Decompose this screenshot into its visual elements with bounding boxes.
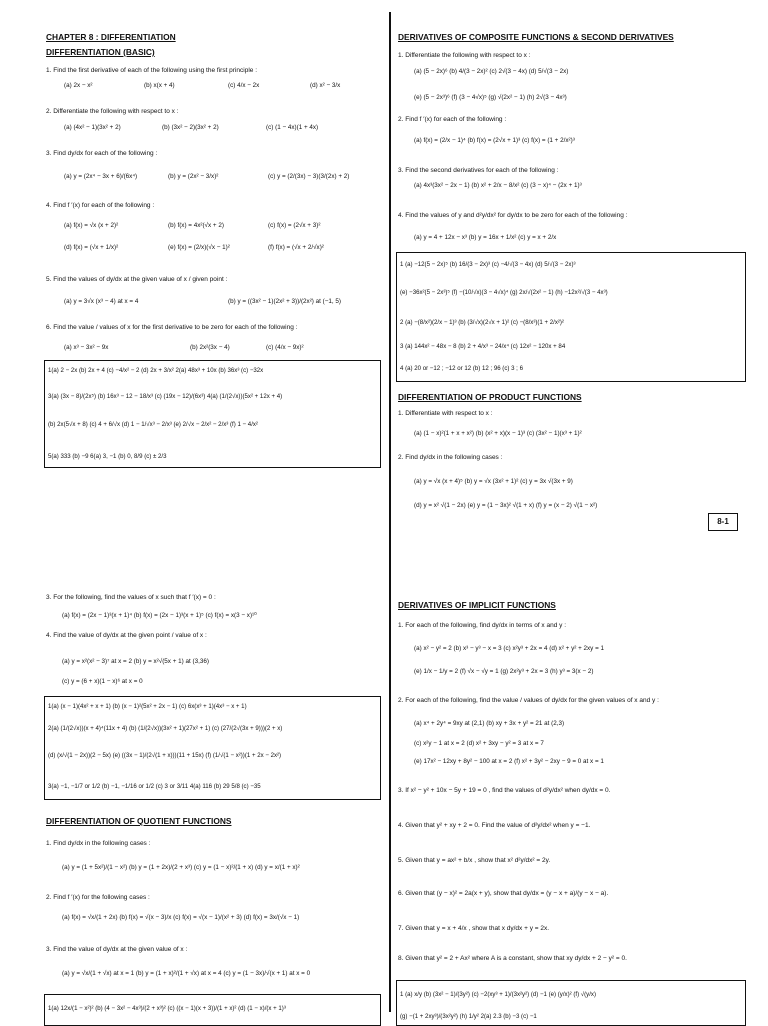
q2-part-c: (c) (1 − 4x)(1 + 4x) xyxy=(266,124,319,131)
quotient-question-1: 1. Find dy/dx in the following cases : xyxy=(46,840,151,847)
implicit-question-5: 5. Given that y = ax² + b/x , show that x² d²y/dx² = 2y. xyxy=(398,857,551,864)
answer-line: (d) (x/√(1 − 2x))(2 − 5x) (e) ((3x − 1)/(2√(1 + x)))(11 + 15x) (f) (1/√(1 − x²))(1 + 2x − 2x²) xyxy=(48,752,282,759)
q4-part-c: (c) f(x) = (2√x + 3)² xyxy=(268,222,321,229)
answer-line: 5(a) 333 (b) −9 6(a) 3, −1 (b) 0, 8/9 (c) ± 2/3 xyxy=(48,453,167,460)
answer-line: 3(a) (3x − 8)/(2x⁵) (b) 16x³ − 12 − 18/x³ (c) (19x − 12)/(6x³) 4(a) (1/(2√x))(5x² + 12x + 4) xyxy=(48,393,283,400)
answer-line: (e) −36x²(5 − 2x³)⁵ (f) −(10/√x)(3 − 4√x)⁴ (g) 2x/√(2x² − 1) (h) −12x²/√(3 − 4x³) xyxy=(400,289,608,296)
q3-part-b: (b) y = (2x² − 3/x)² xyxy=(168,173,219,180)
quotient-question-2: 2. Find f ′(x) for the following cases : xyxy=(46,894,150,901)
q5-part-a: (a) y = 3√x (x³ − 4) at x = 4 xyxy=(64,298,139,305)
quotient-q2-parts: (a) f(x) = √x/(1 + 2x) (b) f(x) = √(x − 3)/x (c) f(x) = √(x − 1)/(x² + 3) (d) f(x) = 3x/(√x − 1) xyxy=(62,914,300,921)
answer-line: 1 (a) −12(5 − 2x)⁵ (b) 16/(3 − 2x)³ (c) −4/√(3 − 4x) (d) 5/√(3 − 2x)³ xyxy=(400,261,576,268)
composite-question-1: 1. Differentiate the following with respect to x : xyxy=(398,52,531,59)
section-product-title: DIFFERENTIATION OF PRODUCT FUNCTIONS xyxy=(398,392,582,402)
composite-q3-parts: (a) 4x³(3x² − 2x − 1) (b) x² + 2/x − 8/x² (c) (3 − x)⁴ − (2x + 1)³ xyxy=(414,182,582,189)
q3-part-c: (c) y = (2/(3x) − 3)(3/(2x) + 2) xyxy=(268,173,350,180)
page-number: 8-1 xyxy=(708,513,738,531)
product-q1-parts: (a) (1 − x)²(1 + x + x²) (b) (x² + x)(x − 1)³ (c) (3x² − 1)(x³ + 1)² xyxy=(414,430,582,437)
lower-question-4: 4. Find the value of dy/dx at the given point / value of x : xyxy=(46,632,207,639)
answer-line: 2 (a) −(8/x²)(2/x − 1)³ (b) (3/√x)(2√x + 1)² (c) −(8/x³)(1 + 2/x²)² xyxy=(400,319,564,326)
product-question-2: 2. Find dy/dx in the following cases : xyxy=(398,454,503,461)
q1-part-a: (a) 2x − x² xyxy=(64,82,93,89)
product-q2-parts-a: (a) y = √x (x + 4)⁵ (b) y = √x (3x² + 1)² (c) y = 3x √(3x + 9) xyxy=(414,478,573,485)
q6-part-b: (b) 2x²(3x − 4) xyxy=(190,344,230,351)
q4-part-f: (f) f(x) = (√x + 2/√x)² xyxy=(268,244,324,251)
implicit-question-8: 8. Given that y² = 2 + Ax² where A is a constant, show that xy dy/dx + 2 − y² = 0. xyxy=(398,955,627,962)
answer-box-implicit xyxy=(396,980,746,1026)
q1-part-d: (d) x² − 3/x xyxy=(310,82,341,89)
column-divider xyxy=(389,12,391,1012)
answer-box-basic xyxy=(44,360,381,468)
composite-question-3: 3. Find the second derivatives for each of the following : xyxy=(398,167,559,174)
section-implicit-title: DERIVATIVES OF IMPLICIT FUNCTIONS xyxy=(398,600,556,610)
product-question-1: 1. Differentiate with respect to x : xyxy=(398,410,493,417)
question-2: 2. Differentiate the following with respect to x : xyxy=(46,108,179,115)
composite-q1-parts-a: (a) (5 − 2x)⁶ (b) 4/(3 − 2x)² (c) 2√(3 − 4x) (d) 5/√(3 − 2x) xyxy=(414,68,569,75)
q6-part-a: (a) x³ − 3x² − 9x xyxy=(64,344,109,351)
q2-part-a: (a) (4x² − 1)(3x² + 2) xyxy=(64,124,121,131)
answer-box-quotient xyxy=(44,994,381,1026)
q1-part-b: (b) x(x + 4) xyxy=(144,82,175,89)
answer-line: 3(a) −1, −1/7 or 1/2 (b) −1, −1/16 or 1/2 (c) 3 or 3/11 4(a) 116 (b) 29 5/8 (c) −35 xyxy=(48,783,261,790)
lower-q4-parts: (a) y = x²(x² − 3)⁷ at x = 2 (b) y = x²√(5x + 1) at (3,36) xyxy=(62,658,209,665)
answer-line: 1(a) (x − 1)(4x² + x + 1) (b) (x − 1)²(5x² + 2x − 1) (c) 6x(x³ + 1)(4x³ − x + 1) xyxy=(48,703,247,710)
answer-line: (g) −(1 + 2xy³)/(3x²y²) (h) 1/y² 2(a) 2.3 (b) −3 (c) −1 xyxy=(400,1013,537,1020)
implicit-question-6: 6. Given that (y − x)² = 2a(x + y), show that dy/dx = (y − x + a)/(y − x − a). xyxy=(398,890,609,897)
answer-box-composite xyxy=(396,252,746,382)
implicit-q2-parts-a: (a) x⁴ + 2y⁴ = 9xy at (2,1) (b) xy + 3x + y² = 21 at (2,3) xyxy=(414,720,565,727)
implicit-q2-parts-c: (e) 17x² − 12xy + 8y² − 100 at x = 2 (f) x² + 3y² − 2xy − 9 = 0 at x = 1 xyxy=(414,758,604,765)
section-basic-title: DIFFERENTIATION (BASIC) xyxy=(46,47,155,57)
answer-line: 1(a) 2 − 2x (b) 2x + 4 (c) −4/x² − 2 (d) 2x + 3/x² 2(a) 48x³ + 10x (b) 36x³ (c) −32x xyxy=(48,367,264,374)
question-5: 5. Find the values of dy/dx at the given value of x / given point : xyxy=(46,276,228,283)
q4-part-d: (d) f(x) = (√x + 1/x)² xyxy=(64,244,119,251)
lower-q3-parts: (a) f(x) = (2x − 1)³(x + 1)⁴ (b) f(x) = (2x − 1)³(x + 1)⁵ (c) f(x) = x(3 − x)¹⁰ xyxy=(62,612,257,619)
implicit-question-2: 2. For each of the following, find the value / values of dy/dx for the given values of x and y : xyxy=(398,697,659,704)
answer-line: 1(a) 12x/(1 − x²)² (b) (4 − 3x² − 4x³)/(2 + x³)² (c) ((x − 1)(x + 3))/(1 + x)² (d) (1 − x)/(x + 1)³ xyxy=(48,1005,286,1012)
implicit-q2-parts-b: (c) x²y − 1 at x = 2 (d) x² + 3xy − y² = 3 at x = 7 xyxy=(414,740,544,747)
quotient-question-3: 3. Find the value of dy/dx at the given value of x : xyxy=(46,946,188,953)
composite-question-4: 4. Find the values of y and d²y/dx² for dy/dx to be zero for each of the following : xyxy=(398,212,628,219)
implicit-question-7: 7. Given that y = x + 4/x , show that x dy/dx + y = 2x. xyxy=(398,925,550,932)
q1-part-c: (c) 4/x − 2x xyxy=(228,82,260,89)
section-quotient-title: DIFFERENTIATION OF QUOTIENT FUNCTIONS xyxy=(46,816,232,826)
q6-part-c: (c) (4/x − 9x)² xyxy=(266,344,304,351)
composite-q1-parts-b: (e) (5 − 2x³)⁶ (f) (3 − 4√x)⁵ (g) √(2x² − 1) (h) 2√(3 − 4x³) xyxy=(414,94,567,101)
answer-box-composite-lower xyxy=(44,696,381,800)
answer-line: (b) 2x(5√x + 8) (c) 4 + 6/√x (d) 1 − 1/√x³ − 2/x³ (e) 2/√x − 2/x² − 2/x³ (f) 1 − 4/x² xyxy=(48,421,258,428)
answer-line: 3 (a) 144x² − 48x − 8 (b) 2 + 4/x³ − 24/x⁴ (c) 12x² − 120x + 84 xyxy=(400,343,566,350)
answer-line: 2(a) (1/(2√x))(x + 4)⁴(11x + 4) (b) (1/(2√x))(3x² + 1)(27x² + 1) (c) (27/(2√(3x + 9)))(2 + x) xyxy=(48,725,283,732)
lower-question-3: 3. For the following, find the values of x such that f ′(x) = 0 : xyxy=(46,594,216,601)
implicit-question-1: 1. For each of the following, find dy/dx in terms of x and y : xyxy=(398,622,567,629)
implicit-q1-parts-a: (a) x² − y² = 2 (b) x³ − y³ − x = 3 (c) x²y³ + 2x = 4 (d) x² + y² + 2xy = 1 xyxy=(414,645,605,652)
quotient-q1-parts: (a) y = (1 + 5x²)/(1 − x²) (b) y = (1 + 2x)/(2 + x³) (c) y = (1 − x)²/(1 + x) (d) y = x/(1 + x)² xyxy=(62,864,300,871)
composite-q2-parts: (a) f(x) = (2/x − 1)⁴ (b) f(x) = (2√x + 1)³ (c) f(x) = (1 + 2/x²)³ xyxy=(414,137,575,144)
answer-line: 4 (a) 20 or −12 ; −12 or 12 (b) 12 ; 96 (c) 3 ; 6 xyxy=(400,365,523,372)
q3-part-a: (a) y = (2x⁴ − 3x + 6)/(6x⁴) xyxy=(64,173,138,180)
composite-q4-parts: (a) y = 4 + 12x − x³ (b) y = 16x + 1/x² (c) y = x + 2/x xyxy=(414,234,557,241)
section-composite-title: DERIVATIVES OF COMPOSITE FUNCTIONS & SECOND DERIVATIVES xyxy=(398,32,674,42)
composite-question-2: 2. Find f ′(x) for each of the following : xyxy=(398,116,507,123)
answer-line: 1 (a) x/y (b) (3x² − 1)/(3y²) (c) −2(xy³ + 1)/(3x²y²) (d) −1 (e) (y/x)² (f) √(y/x) xyxy=(400,991,596,998)
q2-part-b: (b) (3x² − 2)(3x² + 2) xyxy=(162,124,219,131)
question-3: 3. Find dy/dx for each of the following : xyxy=(46,150,158,157)
implicit-question-3: 3. If x² − y² + 10x − 5y + 19 = 0 , find the values of d²y/dx² when dy/dx = 0. xyxy=(398,787,611,794)
q4-part-e: (e) f(x) = (2/x)(√x − 1)² xyxy=(168,244,230,251)
chapter-title: CHAPTER 8 : DIFFERENTIATION xyxy=(46,32,176,42)
implicit-question-4: 4. Given that y² + xy + 2 = 0. Find the value of d²y/dx² when y = −1. xyxy=(398,822,591,829)
product-q2-parts-b: (d) y = x² √(1 − 2x) (e) y = (1 − 3x)² √(1 + x) (f) y = (x − 2) √(1 − x²) xyxy=(414,502,598,509)
lower-q4-part-c: (c) y = (6 + x)(1 − x)⁶ at x = 0 xyxy=(62,678,143,685)
question-4: 4. Find f ′(x) for each of the following : xyxy=(46,202,155,209)
question-6: 6. Find the value / values of x for the first derivative to be zero for each of the following : xyxy=(46,324,298,331)
question-1: 1. Find the first derivative of each of the following using the first principle : xyxy=(46,67,257,74)
implicit-q1-parts-b: (e) 1/x − 1/y = 2 (f) √x − √y = 1 (g) 2x²y³ + 2x = 3 (h) y³ = 3(x − 2) xyxy=(414,668,594,675)
q4-part-b: (b) f(x) = 4x²(√x + 2) xyxy=(168,222,224,229)
quotient-q3-parts: (a) y = √x/(1 + √x) at x = 1 (b) y = (1 + x)²/(1 + √x) at x = 4 (c) y = (1 − 3x)/√(x + 1) at x = 0 xyxy=(62,970,311,977)
q4-part-a: (a) f(x) = √x (x + 2)² xyxy=(64,222,119,229)
q5-part-b: (b) y = ((3x² − 1)(2x² + 3))/(2x²) at (−1, 5) xyxy=(228,298,342,305)
